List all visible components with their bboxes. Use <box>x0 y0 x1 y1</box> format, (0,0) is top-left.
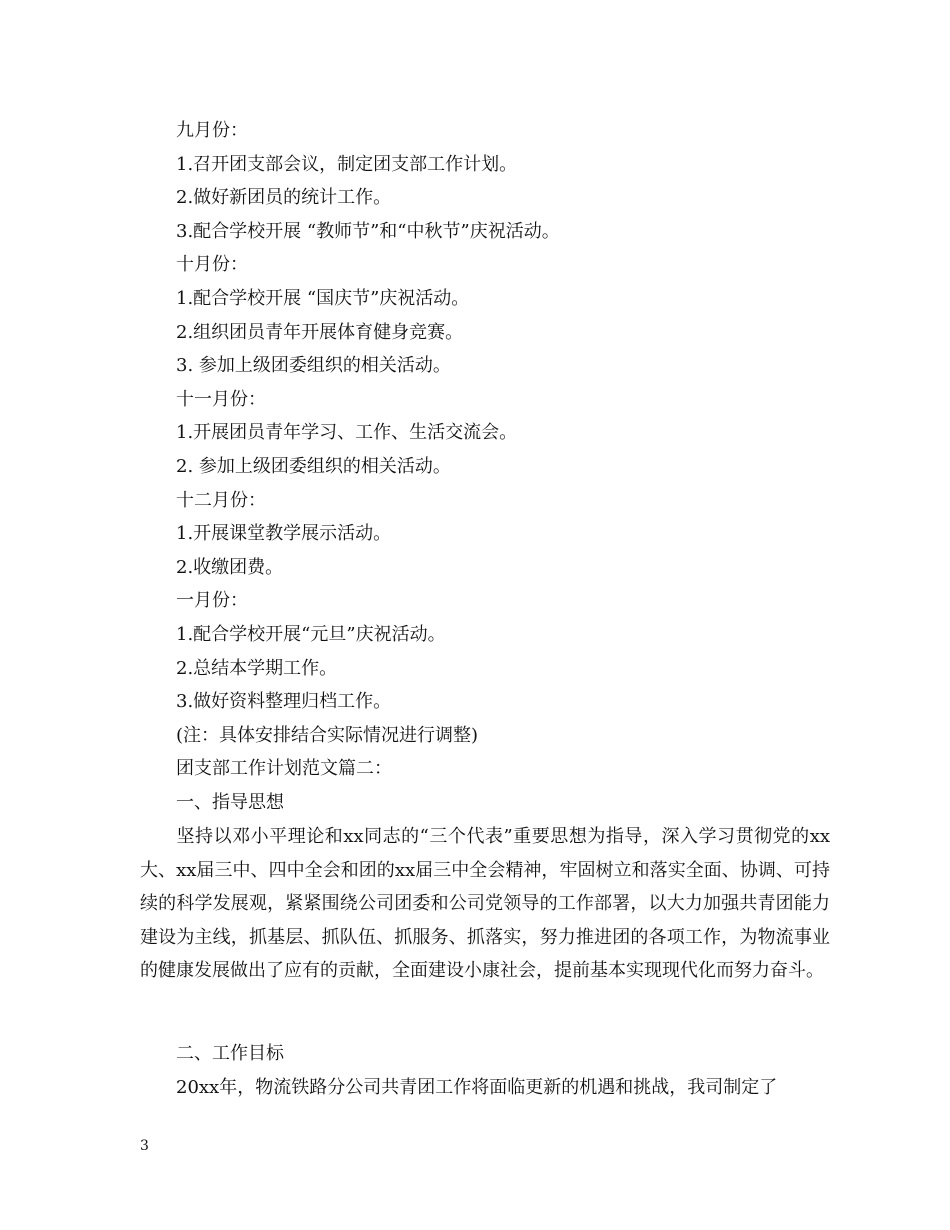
september-item-3: 3.配合学校开展 “教师节”和“中秋节”庆祝活动。 <box>176 221 560 242</box>
november-item-1: 1.开展团员青年学习、工作、生活交流会。 <box>176 422 518 443</box>
october-item-1: 1.配合学校开展 “国庆节”庆祝活动。 <box>176 288 470 309</box>
section-heading-guiding-thought: 一、指导思想 <box>176 792 284 813</box>
month-heading-november: 十一月份： <box>176 389 266 410</box>
work-goals-paragraph <box>140 1071 830 1105</box>
september-item-2: 2.做好新团员的统计工作。 <box>176 187 392 208</box>
october-item-2: 2.组织团员青年开展体育健身竞赛。 <box>176 322 464 343</box>
december-item-1: 1.开展课堂教学展示活动。 <box>176 523 392 544</box>
january-item-3: 3.做好资料整理归档工作。 <box>176 691 392 712</box>
month-heading-september: 九月份： <box>176 120 248 141</box>
november-item-2: 2. 参加上级团委组织的相关活动。 <box>176 456 451 477</box>
month-heading-october: 十月份： <box>176 254 248 275</box>
december-item-2: 2.收缴团费。 <box>176 557 284 578</box>
adjustment-note: (注：具体安排结合实际情况进行调整) <box>176 725 479 746</box>
page-number: 3 <box>140 1138 149 1154</box>
january-item-2: 2.总结本学期工作。 <box>176 658 338 679</box>
month-heading-january: 一月份： <box>176 590 248 611</box>
section-heading-work-goals: 二、工作目标 <box>176 1043 284 1064</box>
guiding-thought-paragraph <box>140 820 830 988</box>
september-item-1: 1.召开团支部会议，制定团支部工作计划。 <box>176 154 518 175</box>
january-item-1: 1.配合学校开展“元旦”庆祝活动。 <box>176 624 446 645</box>
work-goals-text: 20xx年，物流铁路分公司共青团工作将面临更新的机遇和挑战，我司制定了 <box>176 1077 778 1098</box>
october-item-3: 3. 参加上级团委组织的相关活动。 <box>176 355 451 376</box>
guiding-thought-text: 坚持以邓小平理论和xx同志的“三个代表”重要思想为指导，深入学习贯彻党的xx大、xx届三中、四中全会和团的xx届三中全会精神，牢固树立和落实全面、协调、可持续的科学发展观，紧紧围绕公司团委和公司党领导的工作部署，以大力加强共青团能力建设为主线，抓基层、抓队伍、抓服务、抓落实，努力推进团的各项工作，为物流事业的健康发展做出了应有的贡献，全面建设小康社会，提前基本实现现代化而努力奋斗。 <box>140 826 830 981</box>
sample-two-title: 团支部工作计划范文篇二： <box>176 758 392 779</box>
month-heading-december: 十二月份： <box>176 490 266 511</box>
